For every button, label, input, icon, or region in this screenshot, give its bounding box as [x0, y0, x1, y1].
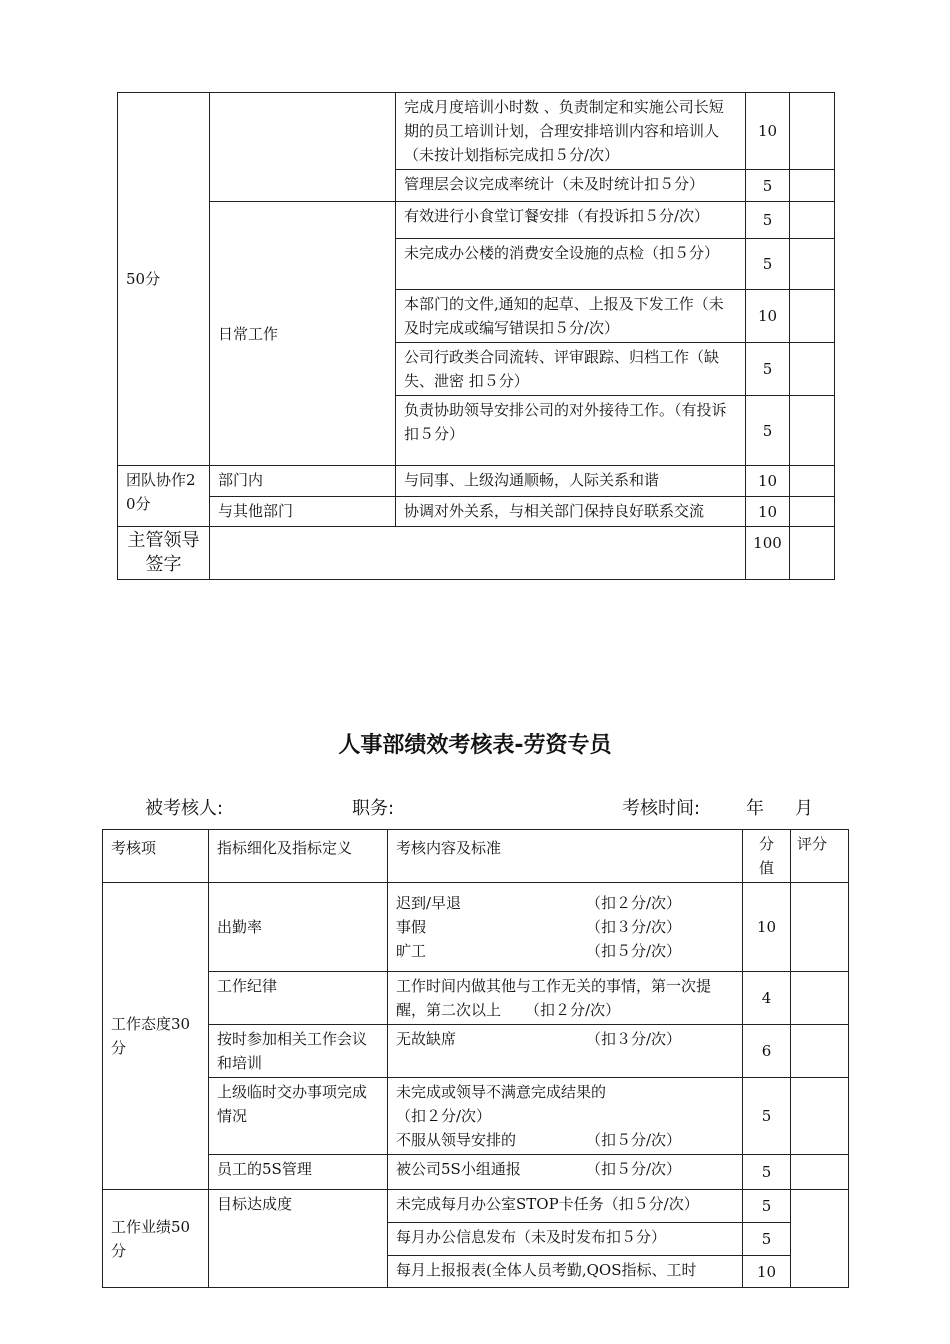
content-cell: [388, 1155, 743, 1190]
rating-cell[interactable]: [790, 497, 835, 527]
indicator-cell: 工作纪律: [209, 972, 388, 1025]
content-line: [396, 939, 734, 963]
content-cell: 未完成办公楼的消费安全设施的点检（扣５分）: [396, 239, 746, 290]
content-line: [396, 1128, 734, 1152]
header-item: 考核项: [103, 830, 209, 883]
rating-cell[interactable]: [790, 93, 835, 170]
rating-cell[interactable]: [791, 1190, 849, 1288]
indicator-cell: 部门内: [210, 466, 396, 497]
time-label: 考核时间:: [622, 798, 701, 819]
line-deduct: （扣２分/次）: [525, 1001, 621, 1019]
content-cell: 完成月度培训小时数 、负责制定和实施公司长短期的员工培训计划，合理安排培训内容和培训人 （未按计划指标完成扣５分/次）: [396, 93, 746, 170]
content-cell: 协调对外关系，与相关部门保持良好联系交流: [396, 497, 746, 527]
content-cell: 每月办公信息发布（未及时发布扣５分）: [388, 1223, 743, 1256]
rating-cell[interactable]: [790, 202, 835, 239]
score-cell: 5: [743, 1190, 791, 1223]
score-cell: 10: [746, 497, 790, 527]
score-cell: 10: [746, 466, 790, 497]
line-deduct: （扣５分/次）: [586, 1131, 682, 1149]
header-indicator: 指标细化及指标定义: [209, 830, 388, 883]
score-cell: 5: [743, 1155, 791, 1190]
content-line: （扣２分/次）: [396, 1107, 492, 1125]
line-text: 迟到/早退: [396, 894, 462, 912]
content-line: [396, 891, 734, 915]
content-cell: [388, 883, 743, 972]
header-score: 分值: [743, 830, 791, 883]
content-cell: [388, 972, 743, 1025]
score-cell: 10: [746, 290, 790, 343]
score-cell: 5: [746, 202, 790, 239]
section-score: 50分: [118, 93, 210, 466]
top-assessment-table: [117, 92, 835, 580]
content-cell: 管理层会议完成率统计（未及时统计扣５分）: [396, 170, 746, 202]
score-cell: 5: [743, 1223, 791, 1256]
rating-cell[interactable]: [791, 1155, 849, 1190]
assessee-label: 被考核人:: [145, 798, 224, 819]
content-line: [396, 1157, 734, 1181]
team-label: 团队协作20分: [118, 466, 210, 527]
score-cell: 10: [743, 1256, 791, 1288]
content-cell: 有效进行小食堂订餐安排（有投诉扣５分/次）: [396, 202, 746, 239]
rating-cell[interactable]: [791, 1025, 849, 1078]
score-cell: 4: [743, 972, 791, 1025]
content-text: 无故缺席: [396, 1030, 457, 1048]
content-cell: 公司行政类合同流转、评审跟踪、归档工作（缺失、泄密 扣５分）: [396, 343, 746, 396]
rating-cell[interactable]: [790, 170, 835, 202]
rating-cell[interactable]: [791, 1078, 849, 1155]
line-text: 不服从领导安排的: [396, 1131, 517, 1149]
indicator-cell: 上级临时交办事项完成情况: [209, 1078, 388, 1155]
content-cell: 本部门的文件,通知的起草、上报及下发工作（未及时完成或编写错误扣５分/次）: [396, 290, 746, 343]
content-cell: 与同事、上级沟通顺畅，人际关系和谐: [396, 466, 746, 497]
month-label: 月: [795, 798, 813, 819]
score-cell: 5: [746, 396, 790, 466]
rating-cell[interactable]: [790, 239, 835, 290]
indicator-cell: 目标达成度: [209, 1190, 388, 1288]
score-cell: 5: [746, 239, 790, 290]
rating-cell[interactable]: [791, 883, 849, 972]
content-cell: 未完成每月办公室STOP卡任务（扣５分/次）: [388, 1190, 743, 1223]
score-cell: 6: [743, 1025, 791, 1078]
indicator-cell: 出勤率: [209, 883, 388, 972]
indicator-cell: 按时参加相关工作会议和培训: [209, 1025, 388, 1078]
rating-cell[interactable]: [790, 343, 835, 396]
blank-indicator-cell: [210, 93, 396, 202]
line-text: 旷工: [396, 942, 427, 960]
bottom-assessment-table: [102, 829, 849, 1288]
total-score: 100: [746, 527, 790, 580]
line-deduct: （扣３分/次）: [586, 1030, 682, 1048]
content-text: 被公司5S小组通报: [396, 1160, 521, 1178]
header-content: 考核内容及标准: [388, 830, 743, 883]
content-cell: 负责协助领导安排公司的对外接待工作。（有投诉扣５分）: [396, 396, 746, 466]
score-cell: 5: [746, 343, 790, 396]
year-label: 年: [746, 798, 764, 819]
signature-field[interactable]: [210, 527, 746, 580]
content-cell: 每月上报报表(全体人员考勤,QOS指标、工时: [388, 1256, 743, 1288]
content-text: 工作时间内做其他与工作无关的事情，第一次提醒，第二次以上: [396, 977, 712, 1019]
content-line: 未完成或领导不满意完成结果的: [396, 1083, 607, 1101]
daily-work-label: 日常工作: [210, 202, 396, 466]
position-label: 职务:: [352, 798, 395, 819]
performance-label: 工作业绩50分: [103, 1190, 209, 1288]
content-cell: [388, 1025, 743, 1078]
line-deduct: （扣３分/次）: [586, 918, 682, 936]
content-line: [396, 915, 734, 939]
line-deduct: （扣２分/次）: [586, 894, 682, 912]
form-title: 人事部绩效考核表-劳资专员: [338, 733, 612, 758]
rating-cell[interactable]: [790, 290, 835, 343]
score-cell: 10: [746, 93, 790, 170]
score-cell: 5: [746, 170, 790, 202]
indicator-cell: 员工的5S管理: [209, 1155, 388, 1190]
line-deduct: （扣５分/次）: [586, 1160, 682, 1178]
indicator-cell: 与其他部门: [210, 497, 396, 527]
signature-label: 主管领导签字: [118, 527, 210, 580]
line-deduct: （扣５分/次）: [586, 942, 682, 960]
rating-cell[interactable]: [790, 396, 835, 466]
score-cell: 5: [743, 1078, 791, 1155]
score-cell: 10: [743, 883, 791, 972]
content-cell: [388, 1078, 743, 1155]
header-rating: 评分: [791, 830, 849, 883]
attitude-label: 工作态度30分: [103, 883, 209, 1190]
rating-cell[interactable]: [790, 466, 835, 497]
rating-cell[interactable]: [790, 527, 835, 580]
content-line: [396, 1027, 734, 1051]
line-text: 事假: [396, 918, 427, 936]
rating-cell[interactable]: [791, 972, 849, 1025]
